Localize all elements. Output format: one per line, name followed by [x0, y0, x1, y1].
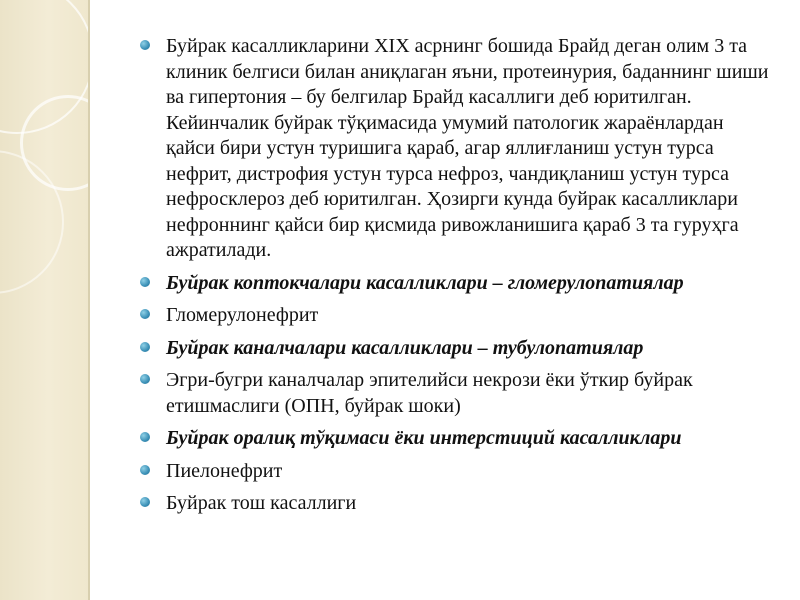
bullet-dot-icon: [140, 342, 150, 352]
bullet-list: [136, 34, 776, 517]
bullet-item-pyelonephritis: [136, 459, 776, 485]
bullet-item-interstitial: [136, 426, 776, 452]
bullet-dot-icon: [140, 40, 150, 50]
bullet-text: Буйрак касалликларини XIX асрнинг бошида Брайд деган олим 3 та клиник белгиси билан аниқлаган яъни, протеинурия, баданнинг шиши ва гипертония – бу белгилар Брайд касаллиги деб юритилган. Кейинчалик буйрак тўқимасида умумий патологик жараёнлардан қайси бири устун туришига қараб, агар яллиғланиш устун турса нефрит, дистрофия устун турса нефроз, чандиқланиш устун турса нефросклероз деб юритилган. Ҳозирги кунда буйрак касалликлари нефроннинг қайси бир қисмида ривожланишига қараб 3 та гуруҳга ажратилади.: [166, 35, 769, 261]
slide-content: [136, 34, 776, 524]
band-divider: [88, 0, 90, 600]
bullet-text: Буйрак оралиқ тўқимаси ёки интерстиций касалликлари: [166, 427, 682, 449]
bullet-text: Пиелонефрит: [166, 459, 283, 482]
bullet-item-necrosis: [136, 368, 776, 419]
bullet-item-tubulopathies: [136, 336, 776, 362]
bullet-dot-icon: [140, 497, 150, 507]
bullet-dot-icon: [140, 465, 150, 475]
bullet-dot-icon: [140, 432, 150, 442]
bullet-text: Буйрак коптокчалари касалликлари – гломерулопатиялар: [166, 271, 684, 294]
bullet-item-glomerulonephritis: [136, 303, 776, 329]
bullet-item-intro: [136, 34, 776, 264]
bullet-text: Эгри-бугри каналчалар эпителийси некрози ёки ўткир буйрак етишмаслиги (ОПН, буйрак шоки): [166, 369, 693, 417]
bullet-text: Буйрак тош касаллиги: [166, 492, 357, 514]
bullet-item-glomerulopathies: [136, 271, 776, 297]
bullet-text: Гломерулонефрит: [166, 304, 319, 326]
bullet-item-kidney-stones: [136, 491, 776, 517]
bullet-dot-icon: [140, 309, 150, 319]
bullet-dot-icon: [140, 277, 150, 287]
bullet-text: Буйрак каналчалари касалликлари – тубулопатиялар: [166, 336, 644, 359]
decorative-side-band: [0, 0, 88, 600]
bullet-dot-icon: [140, 374, 150, 384]
